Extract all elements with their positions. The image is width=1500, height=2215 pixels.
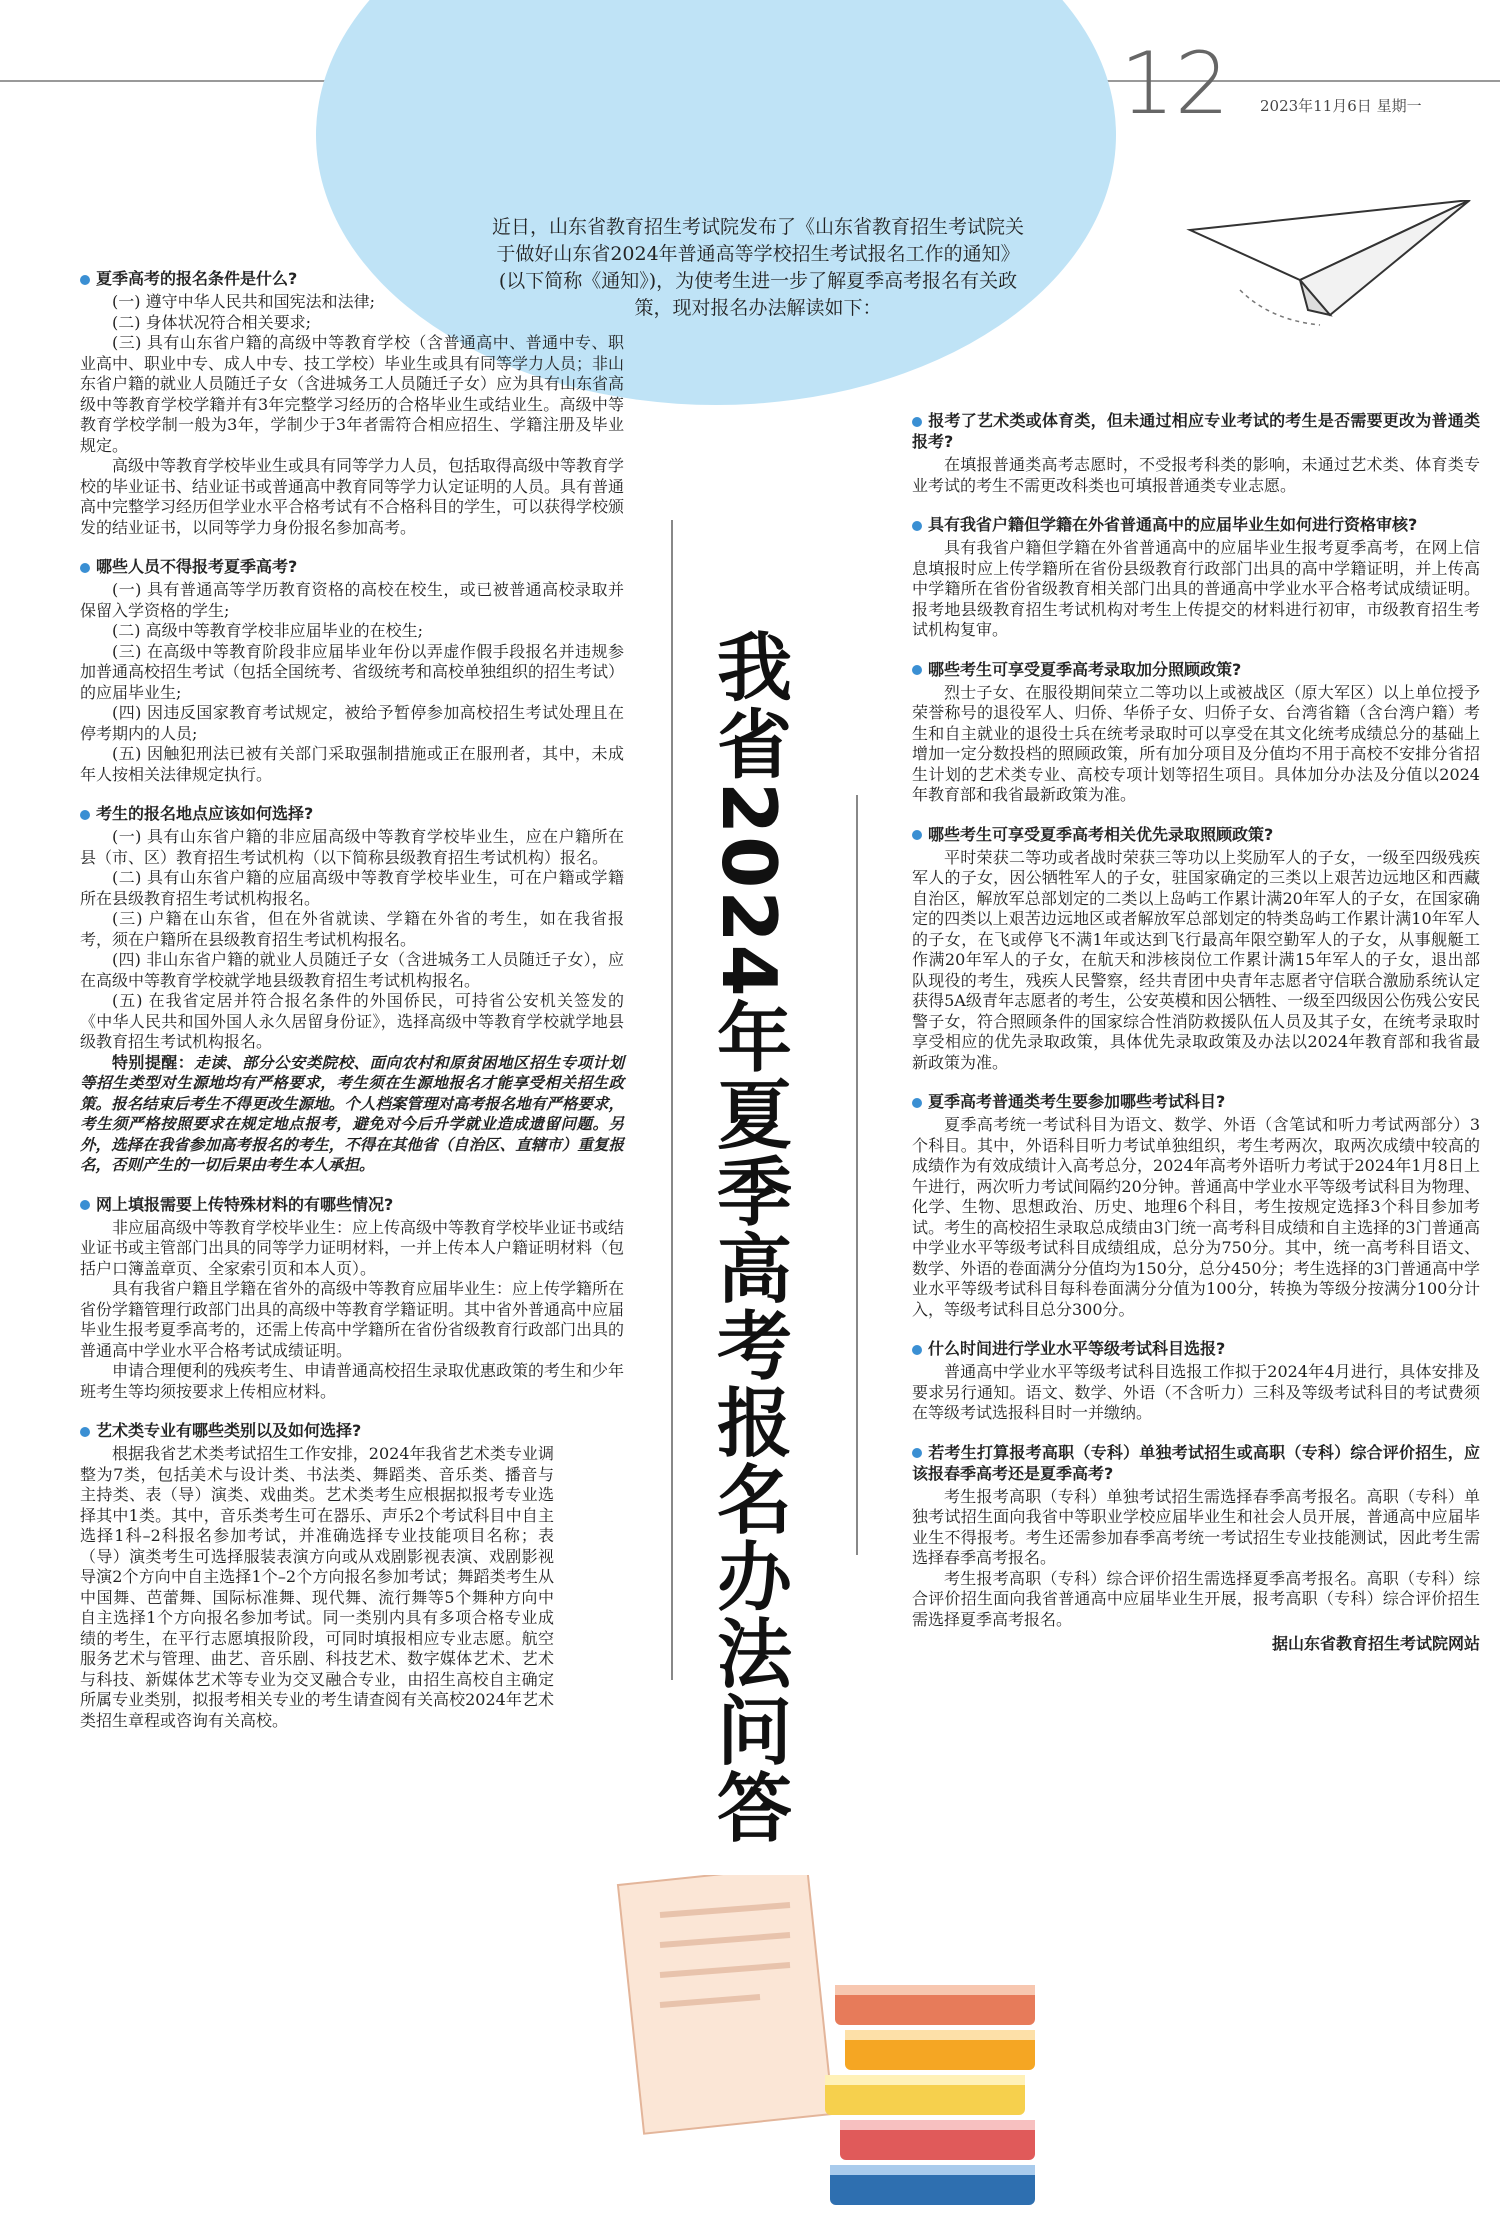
- section-eligibility: [80, 268, 624, 538]
- question-heading: 哪些考生可享受夏季高考相关优先录取照顾政策?: [912, 824, 1480, 845]
- main-headline: 我省2024年夏季高考报名办法问答: [705, 628, 793, 1846]
- left-column: [80, 268, 624, 1731]
- bullet-icon: [80, 563, 90, 573]
- section-location: [80, 803, 624, 1176]
- answer-paragraph: 根据我省艺术类考试招生工作安排，2024年我省艺术类专业调整为7类，包括美术与设计类、书法类、舞蹈类、音乐类、播音与主持类、表（导）演类、戏曲类。艺术类考生应根据拟报考专业选择其中1类。其中，音乐类考生可在器乐、声乐2个考试科目中自主选择1科–2科报名参加考试，并准确选择专业技能项目名称；表（导）演类考生可选择服装表演方向或从戏剧影视表演、戏剧影视导演2个方向中自主选择1个–2个方向报名参加考试；舞蹈类考生从中国舞、芭蕾舞、国际标准舞、现代舞、流行舞等5个舞种方向中自主选择1个方向报名参加考试。同一类别内具有多项合格专业成绩的考生，在平行志愿填报阶段，可同时填报相应专业志愿。航空服务艺术与管理、曲艺、音乐剧、科技艺术、数字媒体艺术、艺术与科技、新媒体艺术等专业为交叉融合专业，由招生高校自主确定所属专业类别，拟报考相关专业的考生请查阅有关高校2024年艺术类招生章程或咨询有关高校。: [80, 1444, 554, 1730]
- answer-paragraph: (二) 身体状况符合相关要求;: [112, 312, 311, 332]
- answer-paragraph: 夏季高考统一考试科目为语文、数学、外语（含笔试和听力考试两部分）3个科目。其中，外语科目听力考试单独组织，考生考两次，取两次成绩中较高的成绩作为有效成绩计入高考总分，2024年高考外语听力考试于2024年1月8日上午进行，两次听力考试间隔约20分钟。普通高中学业水平等级考试科目为物理、化学、生物、思想政治、历史、地理6个科目，考生按规定选择3个科目参加考试。考生的高校招生录取总成绩由3门统一高考科目成绩和自主选择的3门普通高中学业水平等级考试科目成绩组成，总分为750分。其中，统一高考科目语文、数学、外语的卷面满分分值均为150分，总分450分；考生选择的3门普通高中学业水平等级考试科目每科卷面满分分值为100分，转换为等级分按满分100分计入，等级考试科目总分300分。: [912, 1115, 1480, 1319]
- answer-paragraph: 烈士子女、在服役期间荣立二等功以上或被战区（原大军区）以上单位授予荣誉称号的退役军人、归侨、华侨子女、归侨子女、台湾省籍（含台湾户籍）考生和自主就业的退役士兵在统考录取时可以享受在其文化统考成绩总分的基础上增加一定分数投档的照顾政策，所有加分项目及分值均不用于高校不安排分省招生计划的艺术类专业、高校专项计划等招生项目。具体加分办法及分值以2024年教育部和我省最新政策为准。: [912, 682, 1480, 804]
- question-heading: 艺术类专业有哪些类别以及如何选择?: [80, 1420, 554, 1441]
- question-heading: 若考生打算报考高职（专科）单独考试招生或高职（专科）综合评价招生，应该报春季高考还是夏季高考?: [912, 1442, 1480, 1483]
- bullet-icon: [912, 521, 922, 531]
- answer-paragraph: (四) 非山东省户籍的就业人员随迁子女（含进城务工人员随迁子女），应在高级中等教育学校就学地县级教育招生考试机构报名。: [80, 950, 624, 990]
- section-priority: [912, 824, 1480, 1074]
- section-art: [80, 1420, 624, 1731]
- question-heading: 哪些考生可享受夏季高考录取加分照顾政策?: [912, 659, 1480, 680]
- bullet-icon: [80, 810, 90, 820]
- headline-rule-right: [856, 795, 858, 1555]
- section-ineligible: [80, 556, 624, 785]
- answer-paragraph: 非应届高级中等教育学校毕业生：应上传高级中等教育学校毕业证书或结业证书或主管部门出具的同等学力证明材料，一并上传本人户籍证明材料（包括户口簿盖章页、全家索引页和本人页）。: [80, 1217, 625, 1278]
- answer-paragraph: (五) 在我省定居并符合报名条件的外国侨民，可持省公安机关签发的《中华人民共和国外国人永久居留身份证》，选择高级中等教育学校就学地县级教育招生考试机构报名。: [80, 991, 624, 1051]
- question-heading: 夏季高考的报名条件是什么?: [80, 268, 624, 289]
- answer-paragraph: 考生报考高职（专科）综合评价招生需选择夏季高考报名。高职（专科）综合评价招生面向我省普通高中应届毕业生开展，报考高职（专科）综合评价招生需选择夏季高考报名。: [912, 1568, 1480, 1629]
- bullet-icon: [80, 1427, 90, 1437]
- papers-illustration: [560, 1875, 860, 2215]
- question-heading: 考生的报名地点应该如何选择?: [80, 803, 624, 824]
- bullet-icon: [912, 665, 922, 675]
- bullet-icon: [912, 830, 922, 840]
- bullet-icon: [912, 1448, 922, 1458]
- answer-paragraph: (一) 具有普通高等学历教育资格的高校在校生，或已被普通高校录取并保留入学资格的学生;: [80, 580, 624, 620]
- answer-paragraph: (三) 具有山东省户籍的高级中等教育学校（含普通高中、普通中专、职业高中、职业中专、成人中专、技工学校）毕业生或具有同等学力人员；非山东省户籍的就业人员随迁子女（含进城务工人员随迁子女）应为具有山东省高级中等教育学校学籍并有3年完整学习经历的合格毕业生或结业生。高级中等教育学校学制一般为3年，学制少于3年者需符合相应招生、学籍注册及毕业规定。: [80, 333, 625, 455]
- answer-paragraph: (四) 因违反国家教育考试规定，被给予暂停参加高校招生考试处理且在停考期内的人员;: [80, 703, 624, 743]
- bullet-icon: [80, 275, 90, 285]
- section-art-general: [912, 410, 1480, 496]
- answer-paragraph: 具有我省户籍但学籍在外省普通高中的应届毕业生报考夏季高考，在网上信息填报时应上传学籍所在省份县级教育行政部门出具的高中学籍证明，并上传高中学籍所在省份省级教育相关部门出具的普通高中学业水平合格考试成绩证明。报考地县级教育招生考试机构对考生上传提交的材料进行初审，市级教育招生考试机构复审。: [912, 538, 1480, 639]
- section-subjects: [912, 1091, 1480, 1320]
- answer-paragraph: (三) 户籍在山东省，但在外省就读、学籍在外省的考生，如在我省报考，须在户籍所在县级教育招生考试机构报名。: [80, 909, 624, 949]
- answer-paragraph: 考生报考高职（专科）单独考试招生需选择春季高考报名。高职（专科）单独考试招生面向我省中等职业学校应届毕业生和社会人员开展，普通高中应届毕业生不得报考。考生还需参加春季高考统一考试招生专业技能测试，因此考生需选择春季高考报名。: [912, 1486, 1480, 1567]
- paper-plane-icon: [1180, 200, 1480, 340]
- answer-paragraph: 具有我省户籍且学籍在省外的高级中等教育应届毕业生：应上传学籍所在省份学籍管理行政部门出具的高级中等教育学籍证明。其中省外普通高中应届毕业生报考夏季高考的，还需上传高中学籍所在省份省级教育行政部门出具的普通高中学业水平合格考试成绩证明。: [80, 1279, 625, 1360]
- headline-rule-left: [671, 520, 673, 1680]
- intro-text: 近日，山东省教育招生考试院发布了《山东省教育招生考试院关于做好山东省2024年普通高等学校招生考试报名工作的通知》(以下简称《通知》)，为使考生进一步了解夏季高考报名有关政策，现对报名办法解读如下：: [491, 216, 1024, 319]
- section-selection-time: [912, 1338, 1480, 1424]
- section-bonus: [912, 659, 1480, 806]
- answer-paragraph: (二) 高级中等教育学校非应届毕业的在校生;: [112, 621, 423, 640]
- answer-paragraph: (一) 遵守中华人民共和国宪法和法律;: [112, 292, 375, 311]
- question-heading: 夏季高考普通类考生要参加哪些考试科目?: [912, 1091, 1480, 1112]
- answer-paragraph: (三) 在高级中等教育阶段非应届毕业年份以弄虚作假手段报名并违规参加普通高校招生考试（包括全国统考、省级统考和高校单独组织的招生考试）的应届毕业生;: [80, 641, 625, 702]
- right-column: [912, 410, 1480, 1655]
- answer-paragraph: (五) 因触犯刑法已被有关部门采取强制措施或正在服刑者，其中，未成年人按相关法律规定执行。: [80, 744, 624, 784]
- section-vocational: [912, 1442, 1480, 1631]
- question-heading: 哪些人员不得报考夏季高考?: [80, 556, 624, 577]
- bullet-icon: [912, 417, 922, 427]
- section-upload: [80, 1194, 624, 1403]
- books-illustration: [825, 1965, 1055, 2215]
- answer-paragraph: 申请合理便利的残疾考生、申请普通高校招生录取优惠政策的考生和少年班考生等均须按要求上传相应材料。: [80, 1361, 625, 1401]
- bullet-icon: [80, 1200, 90, 1210]
- answer-paragraph: 高级中等教育学校毕业生或具有同等学力人员，包括取得高级中等教育学校的毕业证书、结业证书或普通高中教育同等学力认定证明的人员。具有普通高中完整学习经历但学业水平合格考试有不合格科目的学生，可以获得学校颁发的结业证书，以同等学力身份报名参加高考。: [80, 456, 625, 537]
- source-credit: 据山东省教育招生考试院网站: [1271, 1634, 1480, 1653]
- answer-paragraph: (一) 具有山东省户籍的非应届高级中等教育学校毕业生，应在户籍所在县（市、区）教育招生考试机构（以下简称县级教育招生考试机构）报名。: [80, 827, 624, 867]
- bullet-icon: [912, 1098, 922, 1108]
- answer-paragraph: (二) 具有山东省户籍的应届高级中等教育学校毕业生，可在户籍或学籍所在县级教育招生考试机构报名。: [80, 868, 624, 908]
- question-heading: 什么时间进行学业水平等级考试科目选报?: [912, 1338, 1480, 1359]
- question-heading: 网上填报需要上传特殊材料的有哪些情况?: [80, 1194, 624, 1215]
- answer-paragraph: 平时荣获二等功或者战时荣获三等功以上奖励军人的子女，一级至四级残疾军人的子女，因公牺牲军人的子女，驻国家确定的三类以上艰苦边远地区和西藏自治区，解放军总部划定的二类以上岛屿工作累计满20年军人的子女，在国家确定的四类以上艰苦边远地区或者解放军总部划定的特类岛屿工作累计满10年军人的子女，在飞或停飞不满1年或达到飞行最高年限空勤军人的子女，从事舰艇工作满20年军人的子女，在航天和涉核岗位工作累计满15年军人的子女，退出部队现役的考生，残疾人民警察，经共青团中央青年志愿者守信联合激励系统认定获得5A级青年志愿者的考生，公安英模和因公牺牲、一级至四级因公伤残公安民警子女，符合照顾条件的国家综合性消防救援队伍人员及其子女，在统考录取时享受相应的优先录取政策，具体优先录取政策及办法以2024年教育部和我省最新政策为准。: [912, 847, 1480, 1072]
- question-heading: 报考了艺术类或体育类，但未通过相应专业考试的考生是否需要更改为普通类报考?: [912, 411, 1480, 451]
- page-number: 12: [1120, 34, 1230, 134]
- issue-date: 2023年11月6日 星期一: [1260, 97, 1422, 115]
- question-heading: 具有我省户籍但学籍在外省普通高中的应届毕业生如何进行资格审核?: [912, 514, 1480, 535]
- bullet-icon: [912, 1345, 922, 1355]
- answer-paragraph: 在填报普通类高考志愿时，不受报考科类的影响，未通过艺术类、体育类专业考试的考生不需更改科类也可填报普通类专业志愿。: [912, 455, 1480, 495]
- special-reminder: 特别提醒：走读、部分公安类院校、面向农村和原贫困地区招生专项计划等招生类型对生源地均有严格要求，考生须在生源地报名才能享受相关招生政策。报名结束后考生不得更改生源地。个人档案管理对高考报名地有严格要求，考生须严格按照要求在规定地点报考，避免对今后升学就业造成遗留问题。另外，选择在我省参加高考报名的考生，不得在其他省（自治区、直辖市）重复报名，否则产生的一切后果由考生本人承担。: [80, 1052, 624, 1174]
- answer-paragraph: 普通高中学业水平等级考试科目选报工作拟于2024年4月进行，具体安排及要求另行通知。语文、数学、外语（不含听力）三科及等级考试科目的考试费须在等级考试选报科目时一并缴纳。: [912, 1362, 1480, 1422]
- section-review: [912, 514, 1480, 641]
